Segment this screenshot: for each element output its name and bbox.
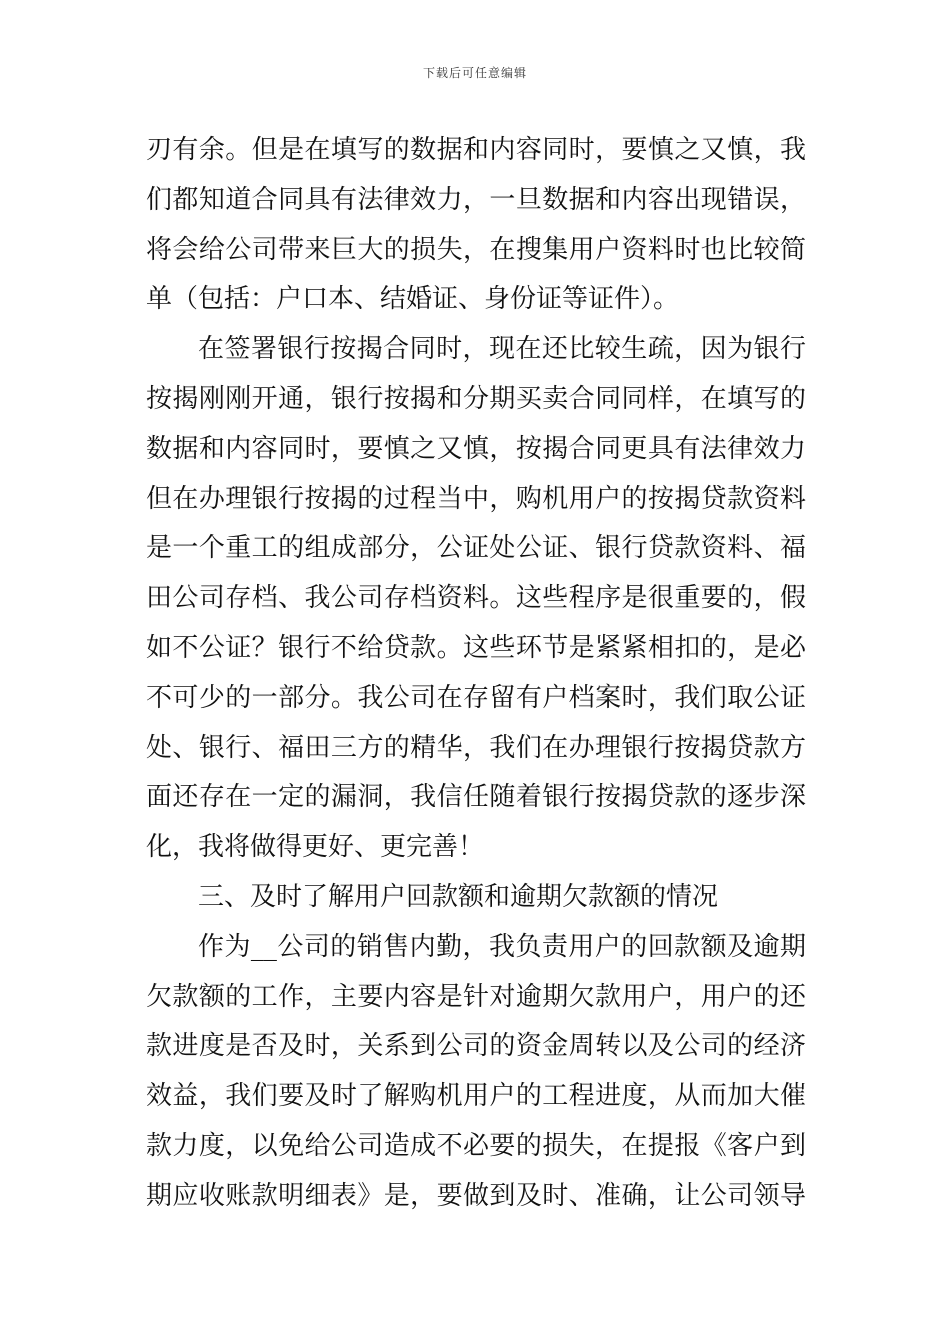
text-line: 数据和内容同时，要慎之又慎，按揭合同更具有法律效力	[146, 433, 806, 464]
paragraph-start-line: 作为__公司的销售内勤，我负责用户的回款额及逾期	[198, 931, 806, 962]
text-line: 期应收账款明细表》是，要做到及时、准确，让公司领导	[146, 1180, 806, 1211]
page-header: 下载后可任意编辑	[422, 66, 527, 80]
text-line: 将会给公司带来巨大的损失，在搜集用户资料时也比较简	[146, 234, 806, 265]
section-heading: 三、及时了解用户回款额和逾期欠款额的情况	[198, 881, 719, 912]
text-line: 但在办理银行按揭的过程当中，购机用户的按揭贷款资料	[146, 483, 806, 514]
text-line: 是一个重工的组成部分，公证处公证、银行贷款资料、福	[146, 533, 806, 564]
text-line: 们都知道合同具有法律效力，一旦数据和内容出现错误，	[146, 184, 806, 215]
text-line: 刃有余。但是在填写的数据和内容同时，要慎之又慎，我	[146, 135, 806, 165]
text-line: 面还存在一定的漏洞，我信任随着银行按揭贷款的逐步深	[146, 782, 806, 813]
text-line: 田公司存档、我公司存档资料。这些程序是很重要的，假	[146, 583, 806, 614]
text-line: 款进度是否及时，关系到公司的资金周转以及公司的经济	[146, 1031, 806, 1062]
paragraph-start-line: 在签署银行按揭合同时，现在还比较生疏，因为银行	[198, 334, 806, 365]
text-line: 效益，我们要及时了解购机用户的工程进度，从而加大催	[146, 1081, 806, 1112]
text-line: 欠款额的工作，主要内容是针对逾期欠款用户，用户的还	[146, 981, 806, 1012]
text-line: 不可少的一部分。我公司在存留有户档案时，我们取公证	[146, 682, 806, 713]
text-line: 按揭刚刚开通，银行按揭和分期买卖合同同样，在填写的	[146, 383, 806, 414]
text-line: 款力度，以免给公司造成不必要的损失，在提报《客户到	[146, 1130, 806, 1161]
text-line: 如不公证？银行不给贷款。这些环节是紧紧相扣的，是必	[146, 632, 806, 663]
text-line: 单（包括：户口本、结婚证、身份证等证件）。	[146, 284, 680, 315]
text-line: 处、银行、福田三方的精华，我们在办理银行按揭贷款方	[146, 732, 806, 763]
text-line: 化，我将做得更好、更完善！	[146, 832, 485, 863]
document-body	[146, 126, 806, 1222]
